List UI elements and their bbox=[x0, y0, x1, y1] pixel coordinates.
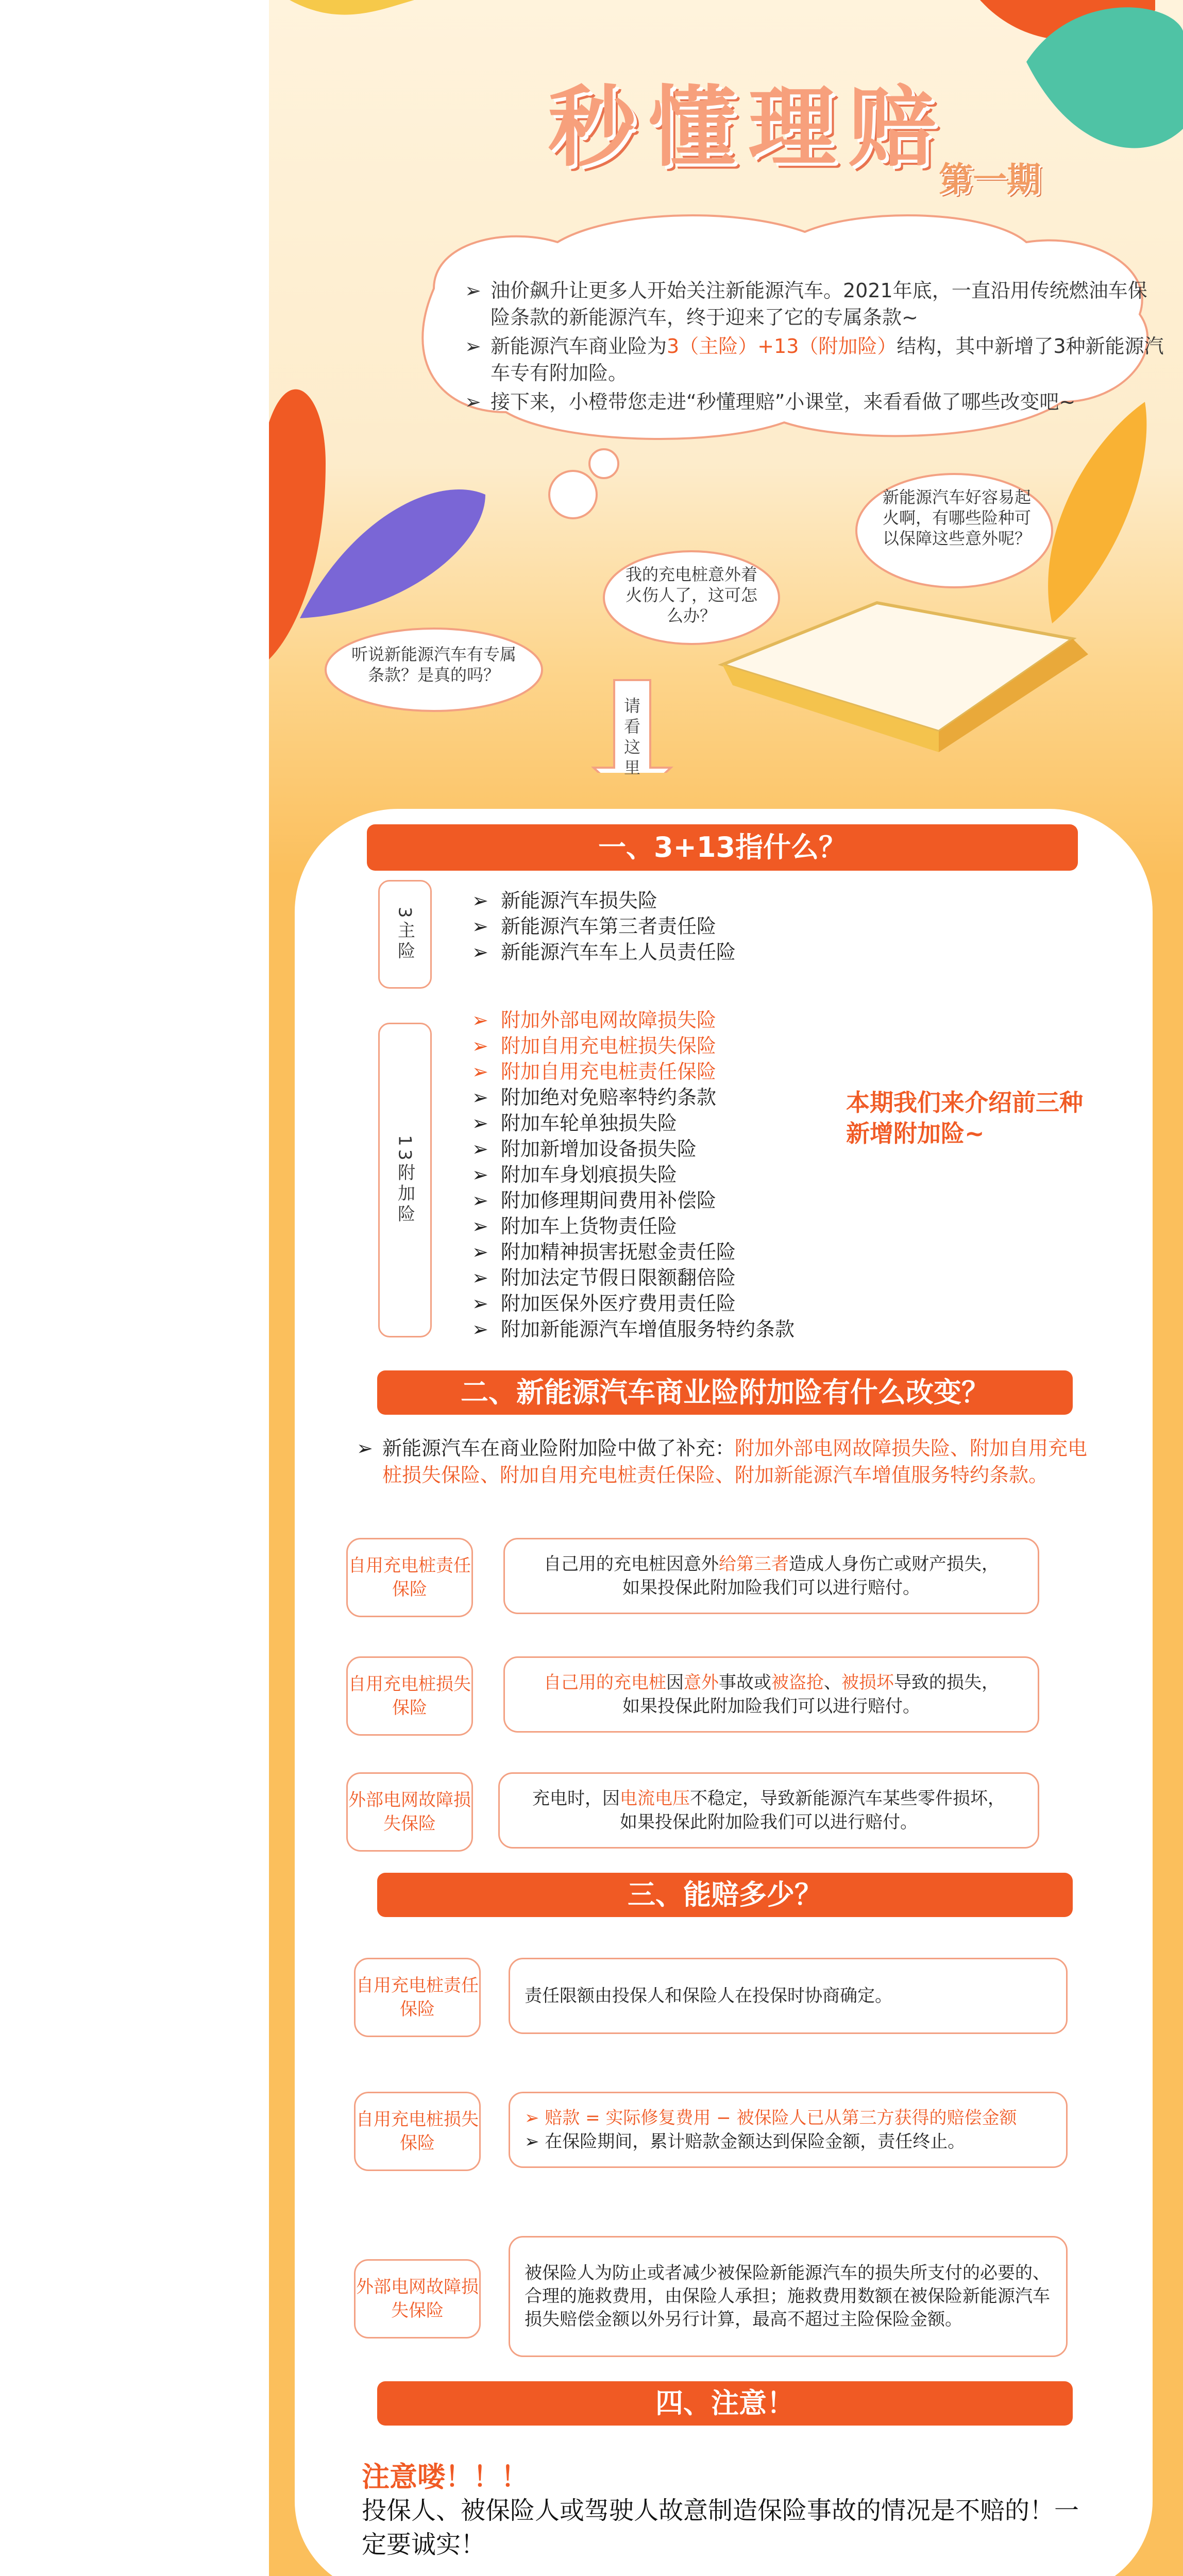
list-item: ➢ 附加绝对免赔率特约条款 bbox=[472, 1084, 795, 1110]
desc-liability-limit: 责任限额由投保人和保险人在投保时协商确定。 bbox=[509, 1958, 1068, 2034]
label-charging-pile-liability: 自用充电桩责任保险 bbox=[346, 1538, 473, 1617]
bubble-right: 新能源汽车好容易起火啊，有哪些险种可以保障这些意外呢？ bbox=[882, 487, 1031, 548]
section1-note: 本期我们来介绍前三种 新增附加险~ bbox=[846, 1089, 1083, 1147]
label-grid-failure-2: 外部电网故障损失保险 bbox=[354, 2259, 481, 2338]
list-item: ➢ 附加法定节假日限额翻倍险 bbox=[472, 1265, 795, 1291]
list-item: ➢ 附加新能源汽车增值服务特约条款 bbox=[472, 1316, 795, 1342]
section4-heading: 四、注意！ bbox=[377, 2381, 1073, 2426]
list-item: ➢ 新能源汽车车上人员责任险 bbox=[472, 939, 736, 965]
intro-item: ➢ 油价飙升让更多人开始关注新能源汽车。2021年底，一直沿用传统燃油车保险条款的新能源汽车，终于迎来了它的专属条款~ bbox=[465, 277, 1165, 331]
warning-title: 注意喽！！！ bbox=[362, 2461, 529, 2493]
main-insurance-label: 3主险 bbox=[378, 880, 432, 989]
list-item: ➢ 附加医保外医疗费用责任险 bbox=[472, 1291, 795, 1316]
warning-text: 投保人、被保险人或驾驶人故意制造保险事故的情况是不赔的！一定要诚实！ bbox=[362, 2496, 1079, 2559]
section2-intro: ➢ 新能源汽车在商业险附加险中做了补充：附加外部电网故障损失险、附加自用充电桩损失保险、附加自用充电桩责任保险、附加新能源汽车增值服务特约条款。 bbox=[357, 1437, 1088, 1486]
section1-heading: 一、3+13指什么？ bbox=[367, 824, 1078, 871]
addon-insurance-list bbox=[472, 1007, 795, 1342]
section2-heading: 二、新能源汽车商业险附加险有什么改变？ bbox=[377, 1370, 1073, 1415]
list-item: ➢ 附加车身划痕损失险 bbox=[472, 1162, 795, 1188]
list-item: ➢ 新能源汽车第三者责任险 bbox=[472, 913, 736, 939]
list-item: ➢ 新能源汽车损失险 bbox=[472, 888, 736, 913]
desc-charging-pile-loss: 自己用的充电桩因意外事故或被盗抢、被损坏导致的损失， 如果投保此附加险我们可以进行赔付。 bbox=[503, 1656, 1039, 1733]
intro-item: ➢ 接下来，小橙带您走进“秒懂理赔”小课堂，来看看做了哪些改变吧~ bbox=[465, 388, 1165, 415]
label-charging-pile-loss: 自用充电桩损失保险 bbox=[346, 1656, 473, 1736]
issue-label: 第一期 bbox=[939, 160, 1041, 199]
bubble-middle: 我的充电桩意外着火伤人了，这可怎么办？ bbox=[625, 565, 757, 625]
main-insurance-list bbox=[472, 888, 736, 965]
desc-rescue-cost: 被保险人为防止或者减少被保险新能源汽车的损失所支付的必要的、合理的施救费用，由保险人承担；施救费用数额在被保险新能源汽车损失赔偿金额以外另行计算，最高不超过主险保险金额。 bbox=[509, 2236, 1068, 2357]
label-charging-pile-liability-2: 自用充电桩责任保险 bbox=[354, 1958, 481, 2037]
desc-charging-pile-liability: 自己用的充电桩因意外给第三者造成人身伤亡或财产损失， 如果投保此附加险我们可以进行赔付。 bbox=[503, 1538, 1039, 1614]
list-item: ➢ 附加自用充电桩责任保险 bbox=[472, 1059, 795, 1084]
section3-heading: 三、能赔多少？ bbox=[377, 1873, 1073, 1917]
bubble-left: 听说新能源汽车有专属条款？是真的吗？ bbox=[351, 645, 516, 685]
list-item: ➢ 附加车上货物责任险 bbox=[472, 1213, 795, 1239]
intro-list bbox=[444, 277, 1165, 417]
label-grid-failure: 外部电网故障损失保险 bbox=[346, 1772, 473, 1852]
read-here-arrow: 请看这里 bbox=[623, 696, 640, 777]
poster bbox=[269, 0, 1183, 2576]
list-item: ➢ 附加精神损害抚慰金责任险 bbox=[472, 1239, 795, 1265]
page-title: 秒懂理赔 bbox=[548, 77, 948, 179]
list-item: ➢ 附加自用充电桩损失保险 bbox=[472, 1033, 795, 1059]
list-item: ➢ 附加车轮单独损失险 bbox=[472, 1110, 795, 1136]
desc-grid-failure: 充电时，因电流电压不稳定，导致新能源汽车某些零件损坏， 如果投保此附加险我们可以进行赔付。 bbox=[498, 1772, 1039, 1849]
intro-item: ➢ 新能源汽车商业险为3（主险）+13（附加险）结构，其中新增了3种新能源汽车专有附加险。 bbox=[465, 333, 1165, 386]
desc-loss-compensation: ➢ 赔款 = 实际修复费用 − 被保险人已从第三方获得的赔偿金额 ➢ 在保险期间，累计赔款金额达到保险金额，责任终止。 bbox=[509, 2092, 1068, 2168]
list-item: ➢ 附加外部电网故障损失险 bbox=[472, 1007, 795, 1033]
addon-insurance-label: 13附加险 bbox=[378, 1023, 432, 1337]
list-item: ➢ 附加新增加设备损失险 bbox=[472, 1136, 795, 1162]
label-charging-pile-loss-2: 自用充电桩损失保险 bbox=[354, 2092, 481, 2171]
list-item: ➢ 附加修理期间费用补偿险 bbox=[472, 1188, 795, 1213]
